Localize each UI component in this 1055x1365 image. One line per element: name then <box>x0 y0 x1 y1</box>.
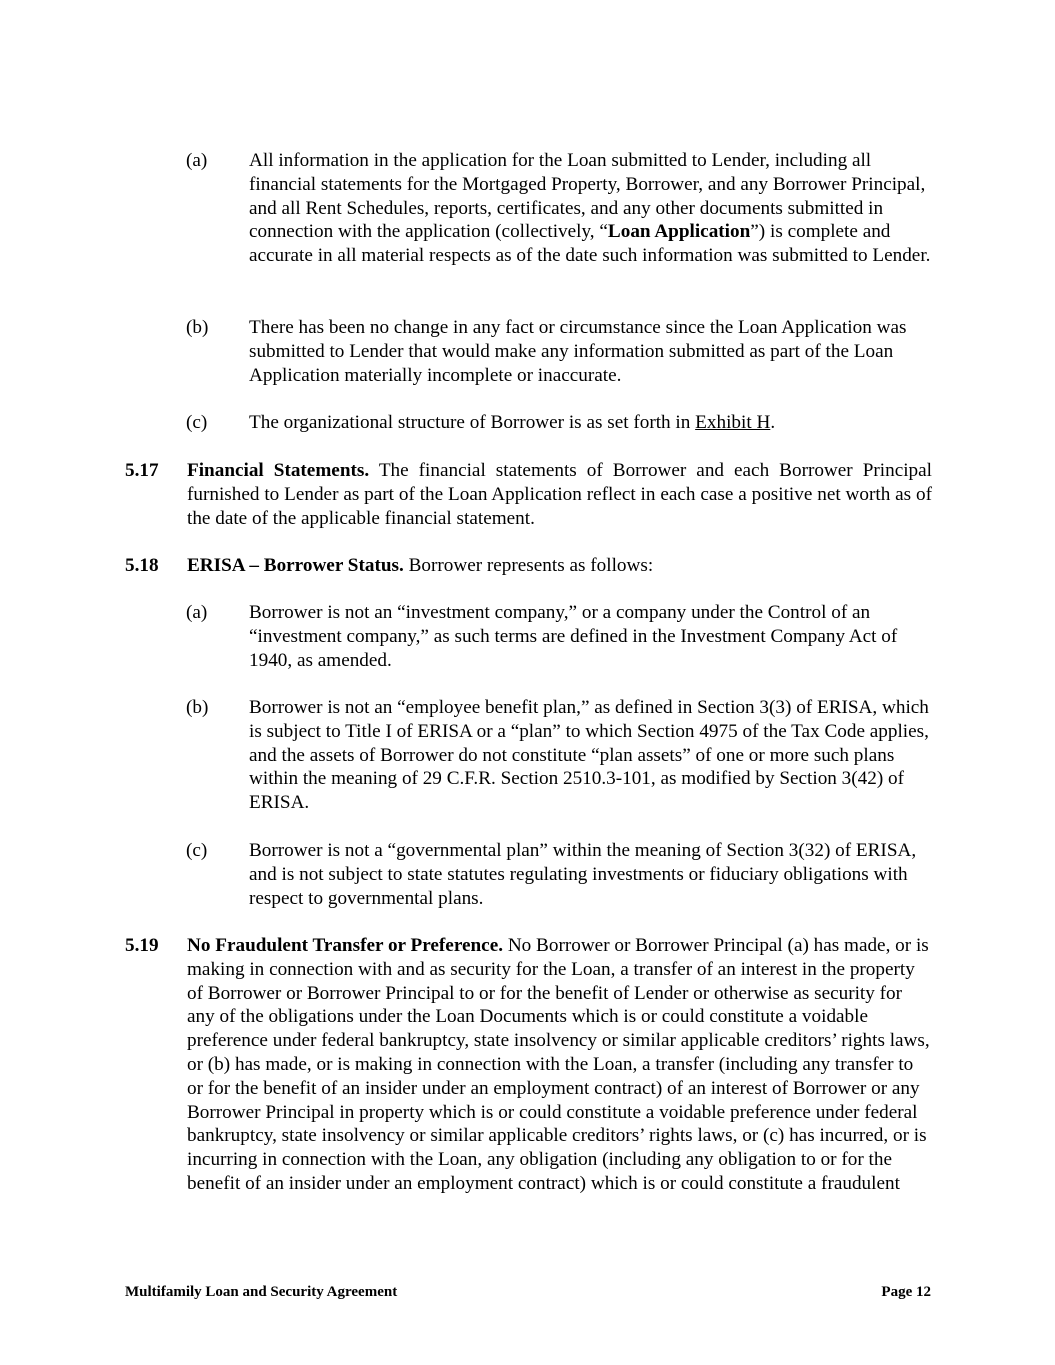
section-5-19-title: No Fraudulent Transfer or Preference. <box>187 935 504 956</box>
item-b-text: There has been no change in any fact or circumstance since the Loan Application was submitted to Lender that would make any information submitted as part of the Loan Application materially incomplete or inaccurate. <box>249 317 907 386</box>
section-5-18-number: 5.18 <box>125 555 159 576</box>
section-5-17-number: 5.17 <box>125 460 159 481</box>
section-5-19-text: No Fraudulent Transfer or Preference. No Borrower or Borrower Principal (a) has made, or is making in connection with and as security for the Loan, a transfer of an interest in the property of Borrower or Borrower Principal to or for the benefit of Lender or otherwise as security for any of the obligations under the Loan Documents which is or could constitute a voidable preference under federal bankruptcy, state insolvency or similar applicable creditors’ rights laws, or (b) has made, or is making in connection with the Loan, a transfer (including any transfer to or for the benefit of an insider under an employment contract) of an interest of Borrower or any Borrower Principal in property which is or could constitute a voidable preference under federal bankruptcy, state insolvency or similar applicable creditors’ rights laws, or (c) has incurred, or is incurring in connection with the Loan, any obligation (including any obligation to or for the benefit of an insider under an employment contract) which is or could constitute a fraudulent <box>187 935 930 1194</box>
erisa-item-a-label: (a) <box>186 602 208 623</box>
footer-page-number: Page 12 <box>881 1284 931 1300</box>
section-5-17-title: Financial Statements. <box>187 460 370 481</box>
erisa-item-b-label: (b) <box>186 697 209 718</box>
item-a-text: All information in the application for the Loan submitted to Lender, including all financial statements for the Mortgaged Property, Borrower, and any Borrower Principal, and all Rent Schedules, reports, certificates, and any other documents submitted in connection with the application (collectively, “Loan Application”) is complete and accurate in all material respects as of the date such information was submitted to Lender. <box>249 150 931 267</box>
item-b-label: (b) <box>186 317 209 338</box>
section-5-18-text: ERISA – Borrower Status. Borrower represents as follows: <box>187 555 654 576</box>
item-a-label: (a) <box>186 150 208 171</box>
erisa-item-a-text: Borrower is not an “investment company,” or a company under the Control of an “investment company,” as such terms are defined in the Investment Company Act of 1940, as amended. <box>249 602 898 671</box>
erisa-item-c-label: (c) <box>186 840 208 861</box>
erisa-item-b-text: Borrower is not an “employee benefit plan,” as defined in Section 3(3) of ERISA, which is subject to Title I of ERISA or a “plan” to which Section 4975 of the Tax Code applies, and the assets of Borrower do not constitute “plan assets” of one or more such plans within the meaning of 29 C.F.R. Section 2510.3-101, as modified by Section 3(42) of ERISA. <box>249 697 929 814</box>
exhibit-h-link[interactable]: Exhibit H <box>695 412 771 433</box>
erisa-item-c-text: Borrower is not a “governmental plan” within the meaning of Section 3(32) of ERISA, and is not subject to state statutes regulating investments or fiduciary obligations with respect to governmental plans. <box>249 840 917 909</box>
footer-title: Multifamily Loan and Security Agreement <box>125 1284 398 1300</box>
item-c-text: The organizational structure of Borrower is as set forth in Exhibit H. <box>249 412 776 433</box>
item-c-label: (c) <box>186 412 208 433</box>
section-5-18-title: ERISA – Borrower Status. <box>187 555 404 576</box>
loan-application-term: Loan Application <box>607 221 751 243</box>
section-5-17-text: Financial Statements. The financial statements of Borrower and each Borrower Principal furnished to Lender as part of the Loan Application reflect in each case a positive net worth as of the date of the applicable financial statement. <box>187 460 932 529</box>
section-5-19-number: 5.19 <box>125 935 159 956</box>
